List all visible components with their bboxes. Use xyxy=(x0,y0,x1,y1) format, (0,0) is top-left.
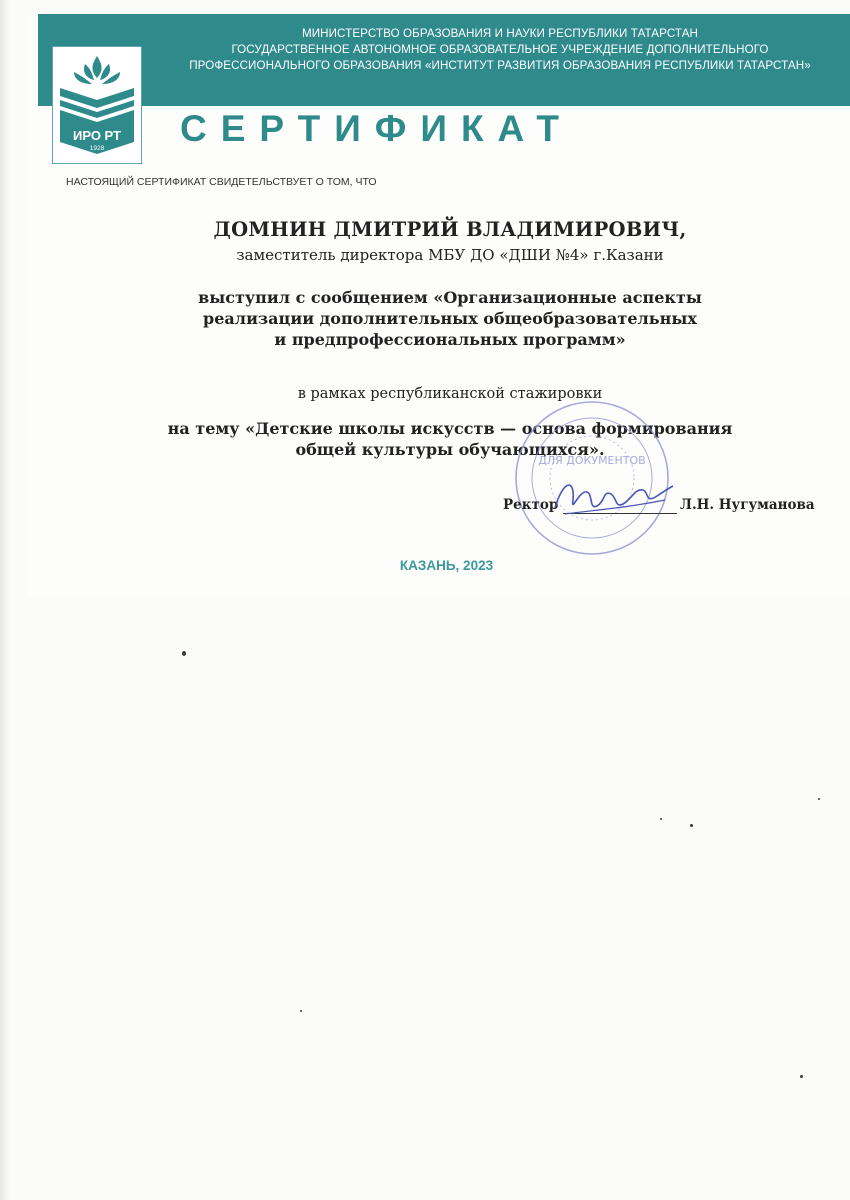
scan-speck xyxy=(660,818,662,820)
speech-line-1: выступил с сообщением «Организационные аспекты xyxy=(198,288,702,307)
signatory-name: Л.Н. Нугуманова xyxy=(680,497,815,513)
organization-header xyxy=(160,26,840,74)
speech-text xyxy=(90,287,810,350)
logo-year: 1928 xyxy=(89,145,105,152)
speech-line-3: и предпрофессиональных программ» xyxy=(274,330,626,349)
recipient-name: ДОМНИН ДМИТРИЙ ВЛАДИМИРОВИЧ, xyxy=(213,218,687,241)
city-year: КАЗАНЬ, 2023 xyxy=(399,558,494,573)
scan-edge-shadow xyxy=(0,0,10,1200)
speech-line-2: реализации дополнительных общеобразовательных xyxy=(203,309,697,328)
logo-text: ИРО РТ xyxy=(72,128,122,143)
scan-speck xyxy=(818,798,820,800)
handwritten-signature xyxy=(545,470,675,530)
recipient-position: заместитель директора МБУ ДО «ДШИ №4» г.Казани xyxy=(236,246,664,264)
topic-text xyxy=(90,418,810,460)
org-line-2: ГОСУДАРСТВЕННОЕ АВТОНОМНОЕ ОБРАЗОВАТЕЛЬНОЕ УЧРЕЖДЕНИЕ ДОПОЛНИТЕЛЬНОГО xyxy=(231,43,769,56)
scan-speck xyxy=(800,1075,803,1078)
topic-line-2: общей культуры обучающихся». xyxy=(295,440,605,459)
signatory-role: Ректор xyxy=(503,497,559,513)
book-flame-icon xyxy=(52,46,142,164)
stamp-text: ДЛЯ ДОКУМЕНТОВ xyxy=(538,454,646,467)
org-line-3: ПРОФЕССИОНАЛЬНОГО ОБРАЗОВАНИЯ «ИНСТИТУТ РАЗВИТИЯ ОБРАЗОВАНИЯ РЕСПУБЛИКИ ТАТАРСТАН» xyxy=(189,59,811,72)
scan-speck xyxy=(690,824,693,827)
certificate-intro: НАСТОЯЩИЙ СЕРТИФИКАТ СВИДЕТЕЛЬСТВУЕТ О ТОМ, ЧТО xyxy=(66,176,377,188)
topic-line-1: на тему «Детские школы искусств — основа формирования xyxy=(167,419,733,438)
org-line-1: МИНИСТЕРСТВО ОБРАЗОВАНИЯ И НАУКИ РЕСПУБЛИКИ ТАТАРСТАН xyxy=(301,27,699,40)
iro-rt-logo xyxy=(52,46,142,164)
certificate-title: СЕРТИФИКАТ xyxy=(180,108,574,149)
scan-speck xyxy=(300,1010,302,1012)
scan-speck xyxy=(182,651,186,656)
event-frame: в рамках республиканской стажировки xyxy=(297,386,603,402)
